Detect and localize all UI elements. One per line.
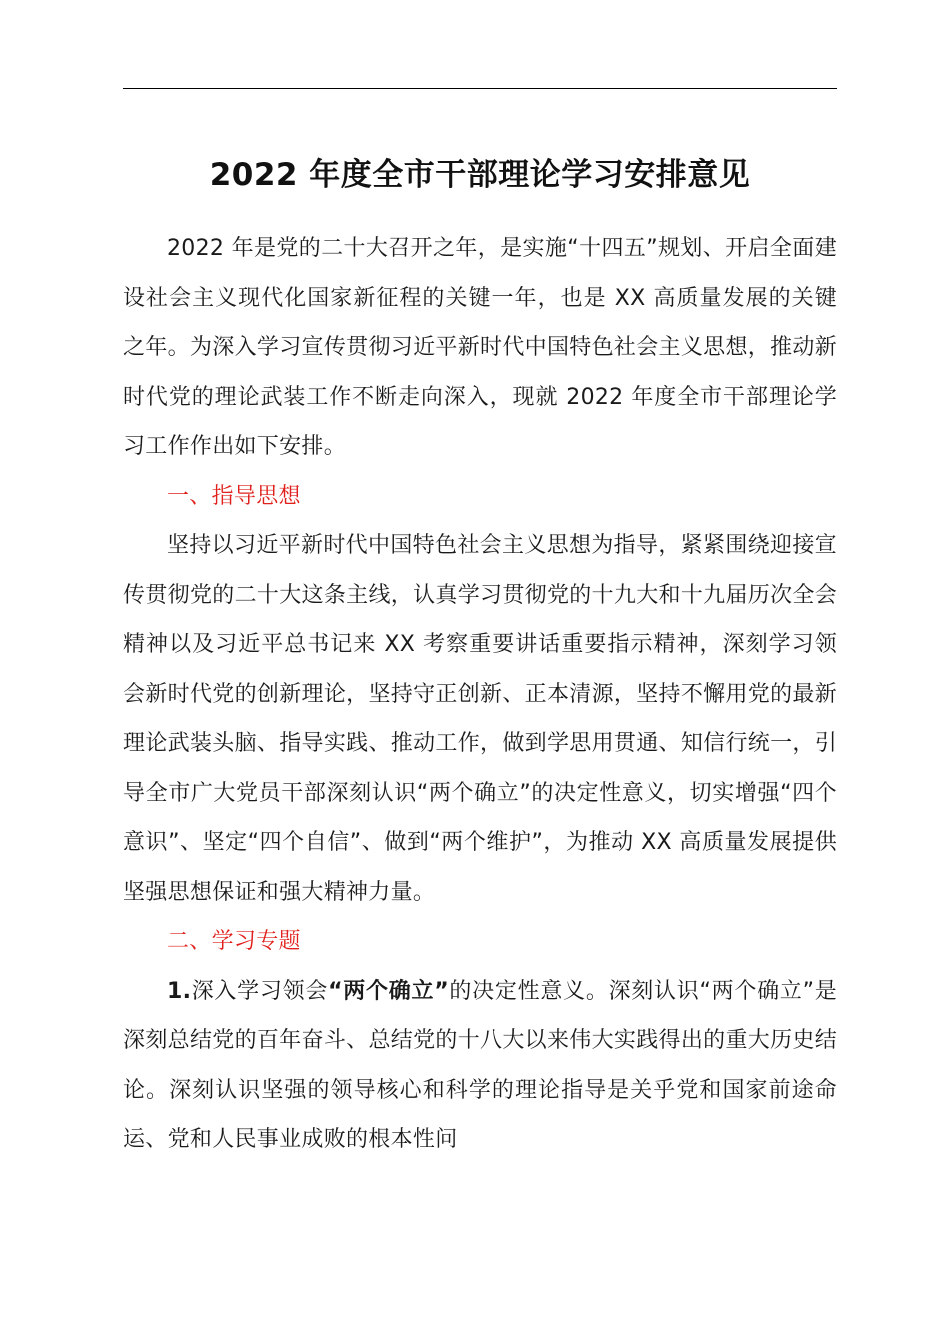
intro-paragraph: 2022 年是党的二十大召开之年，是实施“十四五”规划、开启全面建设社会主义现代化国家新征程的关键一年，也是 XX 高质量发展的关键之年。为深入学习宣传贯彻习近平新时代中国特色社会主义思想，推动新时代党的理论武装工作不断走向深入，现就 2022 年度全市干部理论学习工作作出如下安排。 [123, 236, 837, 459]
guiding-ideology-paragraph: 坚持以习近平新时代中国特色社会主义思想为指导，紧紧围绕迎接宣传贯彻党的二十大这条主线，认真学习贯彻党的十九大和十九届历次全会精神以及习近平总书记来 XX 考察重要讲话重要指示精神，深刻学习领会新时代党的创新理论，坚持守正创新、正本清源，坚持不懈用党的最新理论武装头脑、指导实践、推动工作，做到学思用贯通、知信行统一，引导全市广大党员干部深刻认识“两个确立”的决定性意义，切实增强“四个意识”、坚定“四个自信”、做到“两个维护”，为推动 XX 高质量发展提供坚强思想保证和强大精神力量。 [123, 533, 837, 905]
item-number: 1. [167, 978, 192, 1004]
document-body [123, 224, 837, 1165]
section-heading-study-topics: 二、学习专题 [167, 929, 301, 954]
item-body: 深刻认识“两个确立”是深刻总结党的百年奋斗、总结党的十八大以来伟大实践得出的重大历史结论。深刻认识坚强的领导核心和科学的理论指导是关乎党和国家前途命运、党和人民事业成败的根本性问 [123, 978, 838, 1152]
study-topic-1-paragraph [123, 967, 837, 1165]
header-rule [123, 88, 837, 89]
section-heading-guiding-ideology: 一、指导思想 [167, 483, 301, 509]
document-title: 2022 年度全市干部理论学习安排意见 [209, 157, 751, 193]
item-title-part-b: “两个确立” [328, 978, 449, 1004]
item-title-part-a: 深入学习领会 [191, 978, 329, 1004]
item-title-part-c: 的决定性意义。 [449, 978, 609, 1004]
